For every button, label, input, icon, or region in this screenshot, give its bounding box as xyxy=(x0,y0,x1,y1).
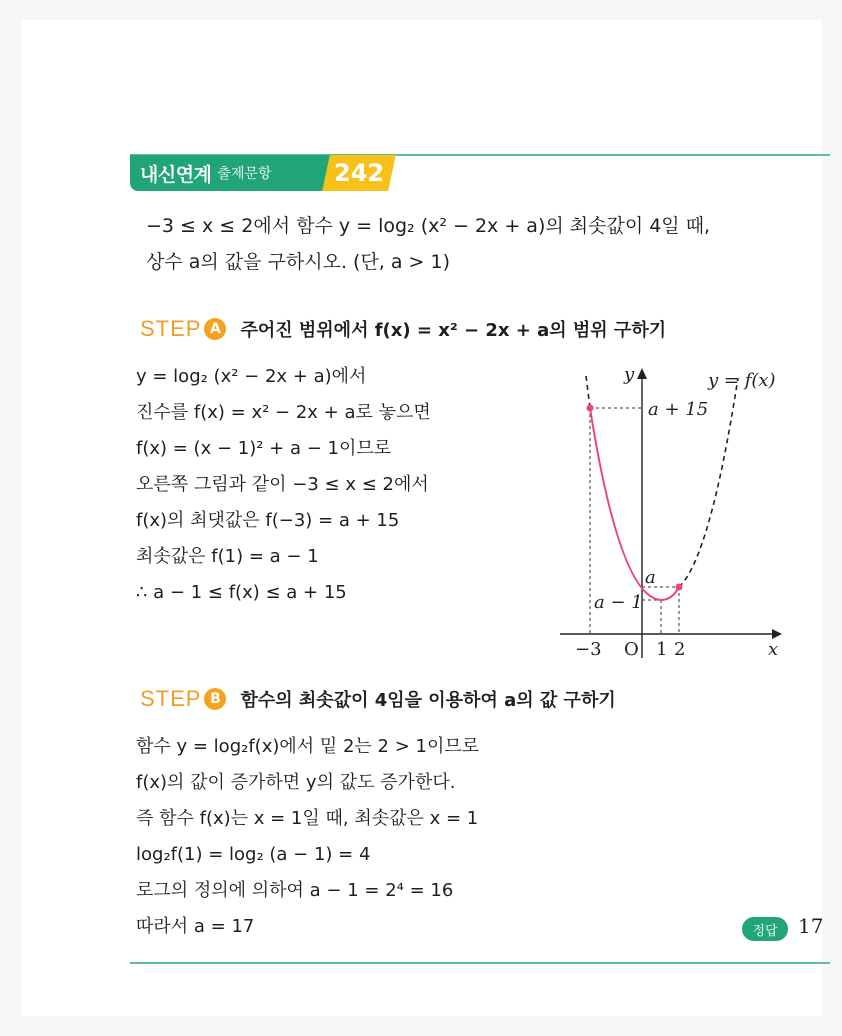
point-max xyxy=(587,405,594,412)
problem-line-1: −3 ≤ x ≤ 2에서 함수 y = log₂ (x² − 2x + a)의 최솟값이 4일 때, xyxy=(146,215,711,237)
step-a-mark: A xyxy=(204,318,226,340)
a-label: a xyxy=(645,567,656,588)
y-axis-arrow xyxy=(637,368,647,379)
step-a-line: 오른쪽 그림과 같이 −3 ≤ x ≤ 2에서 xyxy=(136,474,429,495)
x-axis-arrow xyxy=(772,629,782,639)
step-b-line: 즉 함수 f(x)는 x = 1일 때, 최솟값은 x = 1 xyxy=(136,808,479,829)
badge-sublabel: 출제문항 xyxy=(217,166,272,182)
problem-line-2: 상수 a의 값을 구하시오. (단, a > 1) xyxy=(146,251,451,273)
step-a-label: STEP xyxy=(140,316,202,341)
step-a-title: 주어진 범위에서 f(x) = x² − 2x + a의 범위 구하기 xyxy=(240,320,667,341)
curve-domain-segment xyxy=(590,408,679,600)
parabola-graph xyxy=(560,358,800,663)
step-a-line: 최솟값은 f(1) = a − 1 xyxy=(136,546,319,567)
step-a-line: 진수를 f(x) = x² − 2x + a로 놓으면 xyxy=(136,402,431,423)
y-axis-label: y xyxy=(624,364,635,385)
step-b-heading xyxy=(140,686,616,712)
x-axis-label: x xyxy=(768,639,779,660)
step-a-line: f(x)의 최댓값은 f(−3) = a + 15 xyxy=(136,510,400,531)
tick-2: 2 xyxy=(674,639,686,660)
min-label: a − 1 xyxy=(594,592,643,613)
tick-1: 1 xyxy=(656,639,668,660)
step-a-line: ∴ a − 1 ≤ f(x) ≤ a + 15 xyxy=(136,582,347,603)
section-badge xyxy=(130,155,336,191)
origin-label: O xyxy=(624,639,639,660)
step-a-line: f(x) = (x − 1)² + a − 1이므로 xyxy=(136,438,392,459)
step-b-line: 따라서 a = 17 xyxy=(136,916,255,937)
step-b-line: 함수 y = log₂f(x)에서 밑 2는 2 > 1이므로 xyxy=(136,736,480,757)
curve-label: y = f(x) xyxy=(708,370,776,391)
step-b-line: 로그의 정의에 의하여 a − 1 = 2⁴ = 16 xyxy=(136,880,454,901)
step-b-line: log₂f(1) = log₂ (a − 1) = 4 xyxy=(136,844,371,865)
step-a-line: y = log₂ (x² − 2x + a)에서 xyxy=(136,366,367,387)
step-b-title: 함수의 최솟값이 4임을 이용하여 a의 값 구하기 xyxy=(240,690,616,711)
footer-rule xyxy=(130,962,830,964)
max-label: a + 15 xyxy=(648,399,709,420)
step-a-heading xyxy=(140,316,666,342)
problem-number-text: 242 xyxy=(333,159,385,187)
step-b-mark: B xyxy=(204,688,226,710)
step-b-line: f(x)의 값이 증가하면 y의 값도 증가한다. xyxy=(136,772,456,793)
step-b-label: STEP xyxy=(140,686,202,711)
tick-neg3: −3 xyxy=(575,639,602,660)
answer-badge: 정답 xyxy=(742,917,788,941)
answer-value: 17 xyxy=(798,914,824,938)
curve-left-dashed xyxy=(586,376,590,408)
badge-label: 내신연계 xyxy=(140,163,212,186)
problem-number xyxy=(322,155,396,191)
point-end xyxy=(676,584,683,591)
